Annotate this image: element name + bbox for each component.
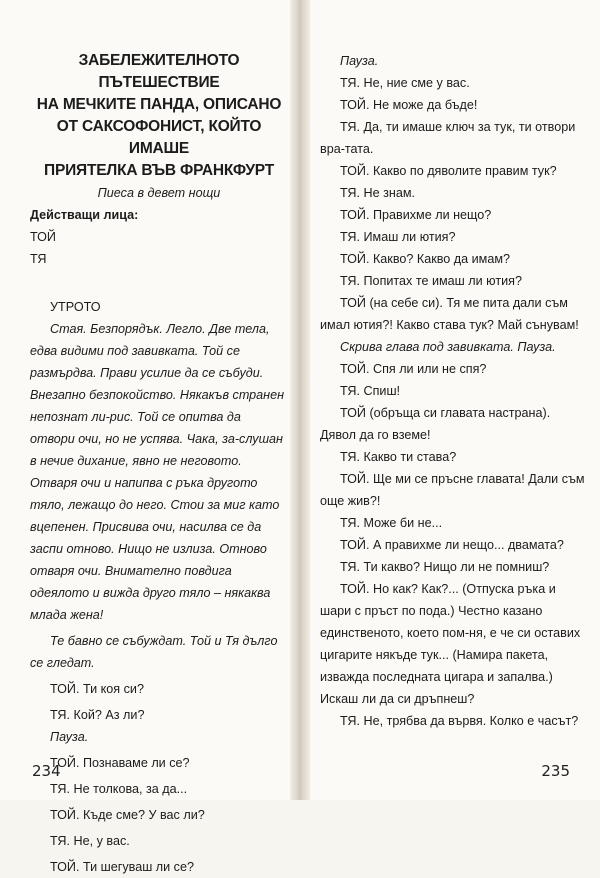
stage-direction: Пауза. (340, 54, 379, 68)
dialogue-line: ТЯ. Не, трябва да вървя. Колко е часът? (340, 714, 579, 728)
dialogue-line: ТЯ. Спиш! (340, 384, 401, 398)
dialogue-line: ТЯ. Не, у вас. (50, 834, 130, 848)
dialogue-line: ТОЙ. Какво? Какво да имам? (340, 252, 510, 266)
dialogue-line: ТЯ. Не толкова, за да... (50, 782, 188, 796)
book-gutter (290, 0, 310, 800)
play-title-line: ЗАБЕЛЕЖИТЕЛНОТО ПЪТЕШЕСТВИЕ (78, 52, 240, 91)
left-page-content (30, 50, 288, 878)
dialogue-line: ТЯ. Не, ние сме у вас. (340, 76, 470, 90)
section-heading: УТРОТО (50, 300, 101, 314)
dialogue-line: ТОЙ. Какво по дяволите правим тук? (340, 164, 557, 178)
dialogue-line: ТОЙ. Правихме ли нещо? (340, 208, 492, 222)
play-subtitle: Пиеса в девет нощи (97, 186, 221, 200)
stage-direction: Стая. Безпорядък. Легло. Две тела, едва видими под завивката. Той се размърдва. Прави усилие да се събуди. Внезапно безпокойство. Някакъв странен непознат ли-рис. Той се опитва да отвори очи, но не успява. Чака, за-слушан в нечие дихание, явно не неговото. Отваря очи и напипва с ръка другото тяло, лежащо до него. Стои за миг като вцепенен. Присвива очи, насилва се да заспи отново. Нищо не излиза. Отново отваря очи. Внимателно повдига одеялото и вижда друго тяло – някаква млада жена! (30, 322, 285, 622)
play-title-line: ПРИЯТЕЛКА ВЪВ ФРАНКФУРТ (44, 162, 274, 179)
dialogue-line: ТОЙ. А правихме ли нещо... двамата? (340, 538, 564, 552)
page-number: 235 (541, 762, 570, 780)
dialogue-line: ТЯ. Попитах те имаш ли ютия? (340, 274, 522, 288)
cast-member: ТЯ (30, 252, 47, 266)
dialogue-line: ТОЙ. Не може да бъде! (340, 98, 478, 112)
left-page (0, 0, 298, 874)
dialogue-line: ТЯ. Да, ти имаше ключ за тук, ти отвори вра-тата. (320, 120, 576, 156)
dialogue-line: ТЯ. Не знам. (340, 186, 415, 200)
dialogue-line: ТОЙ. Спя ли или не спя? (340, 362, 487, 376)
dialogue-line: ТЯ. Какво ти става? (340, 450, 457, 464)
dialogue-line: ТОЙ (на себе си). Тя ме пита дали съм имал ютия?! Какво става тук? Май сънувам! (320, 296, 579, 332)
dialogue-line: ТОЙ (обръща си главата настрана). Дявол да го вземе! (320, 406, 551, 442)
dialogue-line: ТОЙ. Но как? Как?... (Отпуска ръка и шари с пръст по пода.) Честно казано единственото, което пом-ня, е че си оставих цигарите някъде тук... (Намира пакета, изважда последната цигара и запалва.) Искаш ли да си дръпнеш? (320, 582, 581, 706)
play-title-line: НА МЕЧКИТЕ ПАНДА, ОПИСАНО (36, 96, 282, 113)
dialogue-line: ТЯ. Може би не... (340, 516, 443, 530)
dialogue-line: ТЯ. Имаш ли ютия? (340, 230, 456, 244)
page-number: 234 (32, 762, 61, 780)
dialogue-line: ТЯ. Ти какво? Нищо ли не помниш? (340, 560, 550, 574)
stage-direction: Те бавно се събуждат. Той и Тя дълго се гледат. (30, 634, 278, 670)
dialogue-line: ТОЙ. Ти шегуваш ли се? (50, 860, 194, 874)
dialogue-line: ТОЙ. Къде сме? У вас ли? (50, 808, 205, 822)
cast-heading: Действащи лица: (30, 208, 139, 222)
cast-member: ТОЙ (30, 230, 56, 244)
dialogue-line: ТЯ. Кой? Аз ли? (50, 708, 145, 722)
dialogue-line: ТОЙ. Ти коя си? (50, 682, 144, 696)
stage-direction: Пауза. (50, 730, 89, 744)
dialogue-line: ТОЙ. Познаваме ли се? (50, 756, 190, 770)
right-page-content (320, 50, 585, 732)
right-page (302, 0, 600, 800)
stage-direction: Скрива глава под завивката. Пауза. (340, 340, 556, 354)
dialogue-line: ТОЙ. Ще ми се пръсне главата! Дали съм още жив?! (320, 472, 585, 508)
play-title-line: ОТ САКСОФОНИСТ, КОЙТО ИМАШЕ (56, 118, 262, 157)
